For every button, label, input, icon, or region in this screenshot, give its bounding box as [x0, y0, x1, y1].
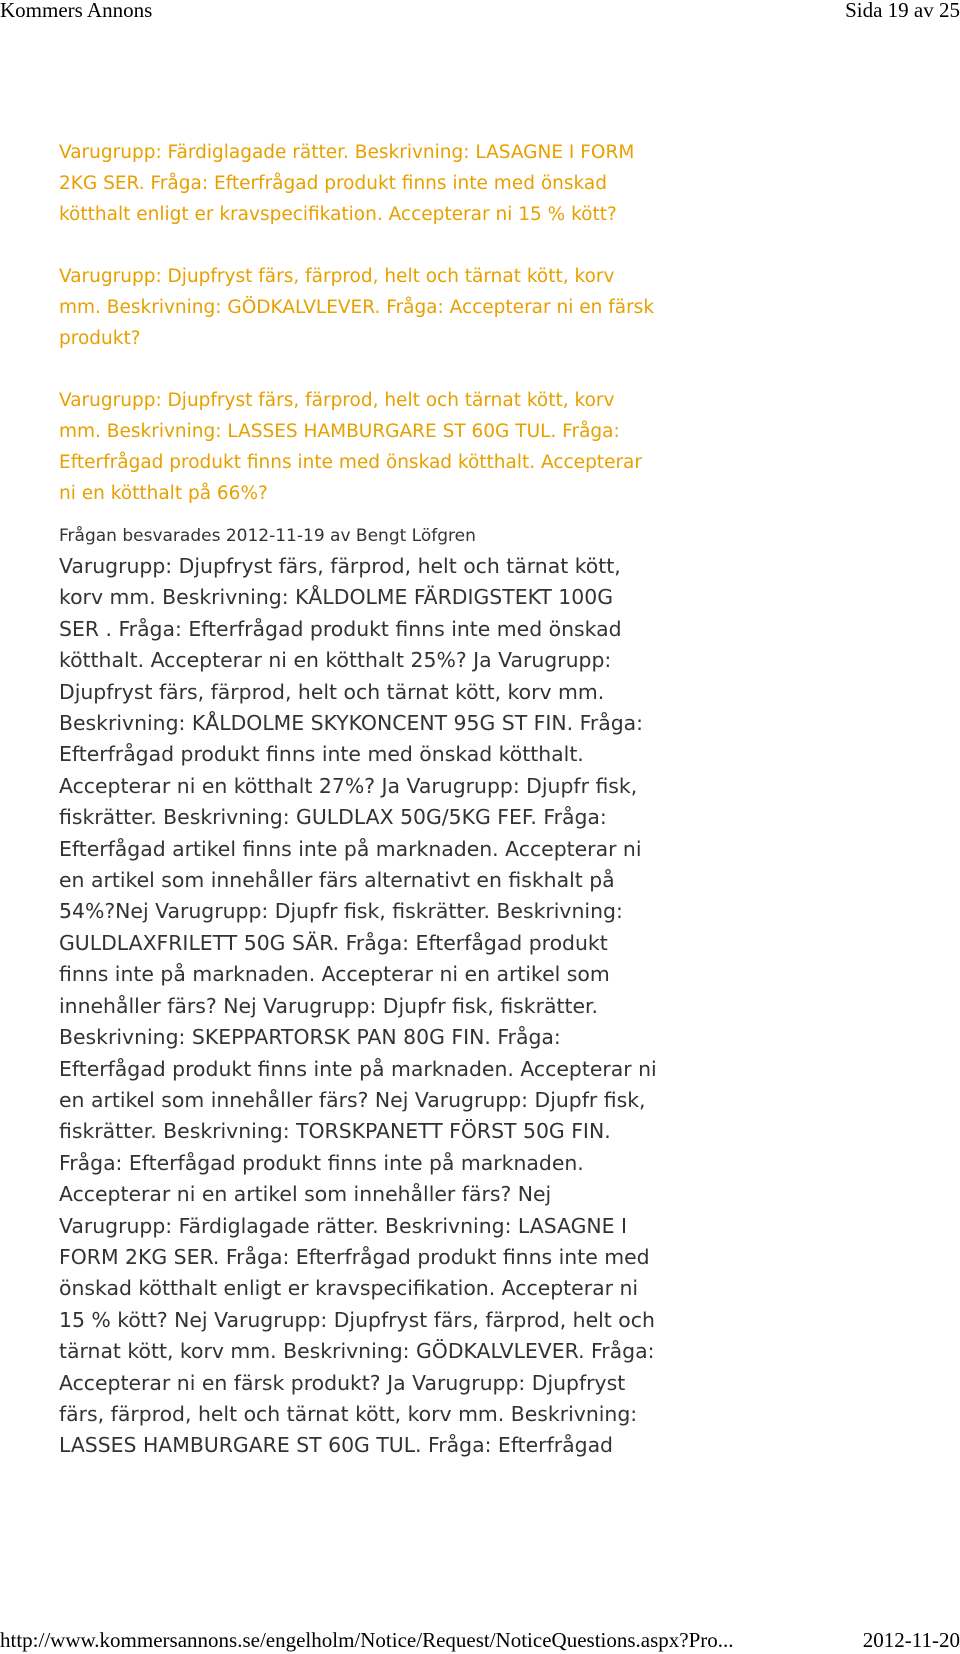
site-title: Kommers Annons [0, 0, 153, 22]
question-item: Varugrupp: Färdiglagade rätter. Beskrivning: LASAGNE I FORM 2KG SER. Fråga: Efterfrågad produkt finns inte med önskad kötthalt enligt er kravspecifikation. Accepterar ni 15 % kött? [59, 142, 635, 225]
print-date: 2012-11-20 [862, 1628, 960, 1652]
print-footer [0, 1624, 960, 1654]
question-item: Varugrupp: Djupfryst färs, färprod, helt och tärnat kött, korv mm. Beskrivning: LASSES HAMBURGARE ST 60G TUL. Fråga: Efterfrågad produkt finns inte med önskad kötthalt. Accepterar ni en kötthalt på 66%? [59, 390, 642, 504]
page-indicator: Sida 19 av 25 [845, 0, 960, 22]
page-url: http://www.kommersannons.se/engelholm/Notice/Request/NoticeQuestions.aspx?Pro... [0, 1628, 734, 1652]
print-header [0, 0, 960, 26]
question-item: Varugrupp: Djupfryst färs, färprod, helt och tärnat kött, korv mm. Beskrivning: GÖDKALVLEVER. Fråga: Accepterar ni en färsk produkt? [59, 266, 655, 349]
notice-questions-content [59, 137, 659, 1462]
answer-text: Varugrupp: Djupfryst färs, färprod, helt och tärnat kött, korv mm. Beskrivning: KÅLDOLME FÄRDIGSTEKT 100G SER . Fråga: Efterfrågad produkt finns inte med önskad kötthalt. Accepterar ni en kötthalt 25%? Ja Varugrupp: Djupfryst färs, färprod, helt och tärnat kött, korv mm. Beskrivning: KÅLDOLME SKYKONCENT 95G ST FIN. Fråga: Efterfrågad produkt finns inte med önskad kötthalt. Accepterar ni en kötthalt 27%? Ja Varugrupp: Djupfr fisk, fiskrätter. Beskrivning: GULDLAX 50G/5KG FEF. Fråga: Efterfågad artikel finns inte på marknaden. Accepterar ni en artikel som innehåller färs alternativt en fiskhalt på 54%?Nej Varugrupp: Djupfr fisk, fiskrätter. Beskrivning: GULDLAXFRILETT 50G SÄR. Fråga: Efterfågad produkt finns inte på marknaden. Accepterar ni en artikel som innehåller färs? Nej Varugrupp: Djupfr fisk, fiskrätter. Beskrivning: SKEPPARTORSK PAN 80G FIN. Fråga: Efterfågad produkt finns inte på marknaden. Accepterar ni en artikel som innehåller färs? Nej Varugrupp: Djupfr fisk, fiskrätter. Beskrivning: TORSKPANETT FÖRST 50G FIN. Fråga: Efterfågad produkt finns inte på marknaden. Accepterar ni en artikel som innehåller färs? Nej Varugrupp: Färdiglagade rätter. Beskrivning: LASAGNE I FORM 2KG SER. Fråga: Efterfrågad produkt finns inte med önskad kötthalt enligt er kravspecifikation. Accepterar ni 15 % kött? Nej Varugrupp: Djupfryst färs, färprod, helt och tärnat kött, korv mm. Beskrivning: GÖDKALVLEVER. Fråga: Accepterar ni en färsk produkt? Ja Varugrupp: Djupfryst färs, färprod, helt och tärnat kött, korv mm. Beskrivning: LASSES HAMBURGARE ST 60G TUL. Fråga: Efterfrågad [59, 554, 657, 1458]
answered-by-line: Frågan besvarades 2012-11-19 av Bengt Löfgren [59, 526, 476, 546]
